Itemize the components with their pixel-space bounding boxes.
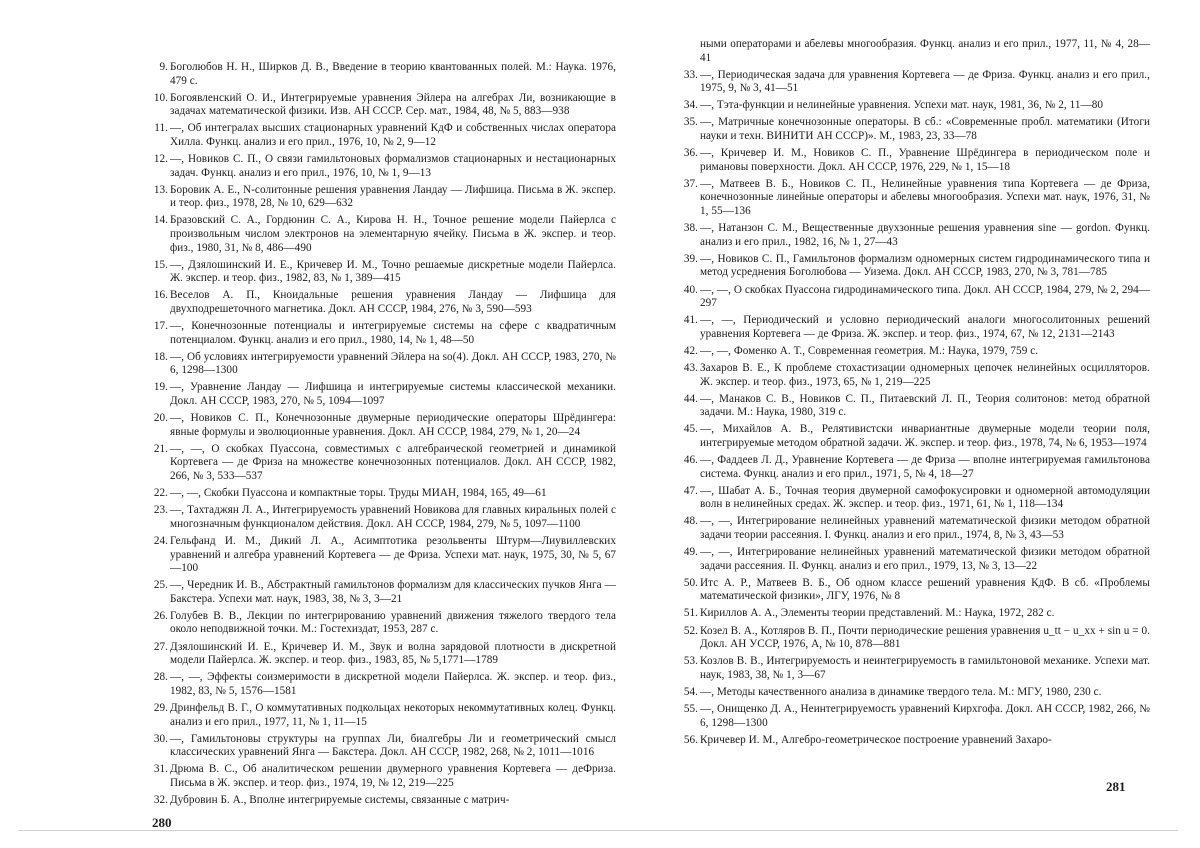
reference-entry — [150, 794, 616, 808]
reference-entry — [150, 504, 616, 531]
reference-entry — [150, 214, 616, 255]
reference-number: 16. — [153, 289, 168, 302]
reference-number: 43. — [683, 361, 698, 374]
reference-text: —, Фаддеев Л. Д., Уравнение Кортевега — де Фриза — вполне интегрируемая гамильтонова система. Функц. анализ и его прил., 1971, 5, № 4, 18—27 — [700, 454, 1150, 480]
reference-text: Боровик А. Е., N-солитонные решения уравнения Ландау — Лифшица. Письма в Ж. экспер. и теор. физ., 1978, 28, № 10, 629—632 — [170, 183, 616, 210]
reference-number: 44. — [683, 392, 698, 405]
reference-text: —, Новиков С. П., Гамильтонов формализм одномерных систем гидродинамического типа и метод усреднения Боголюбова — Уизема. Докл. АН СССР, 1983, 270, № 3, 781—785 — [700, 252, 1150, 279]
reference-text: —, Периодическая задача для уравнения Кортевега — де Фриза. Функц. анализ и его прил., 1975, 9, № 3, 41—51 — [700, 68, 1150, 95]
reference-number: 27. — [153, 640, 168, 653]
reference-entry — [150, 763, 616, 790]
reference-text: —, Михайлов А. В., Релятивистски инвариантные двумерные модели теории поля, интегрируемые методом обратной задачи. Ж. экспер. и теор. физ., 1978, 74, № 6, 1953—1974 — [700, 423, 1150, 449]
reference-text: —, Манаков С. В., Новиков С. П., Питаевский Л. П., Теория солитонов: метод обратной задачи. М.: Наука, 1980, 319 с. — [700, 392, 1150, 419]
reference-number: 54. — [683, 685, 698, 698]
reference-entry — [150, 733, 616, 760]
reference-number: 51. — [683, 607, 698, 620]
reference-number: 55. — [683, 703, 698, 716]
reference-entry — [680, 284, 1150, 311]
reference-entry — [680, 485, 1150, 512]
reference-number: 56. — [683, 733, 698, 746]
reference-number: 20. — [153, 412, 168, 425]
reference-entry — [150, 487, 616, 501]
reference-text: Дзялошинский И. Е., Кричевер И. М., Звук и волна зарядовой плотности в дискретной модели Пайерлса. Ж. экспер. и теор. физ., 1983, 85, № 5,1771—1789 — [170, 640, 616, 667]
reference-entry — [150, 153, 616, 180]
reference-entry — [150, 320, 616, 347]
reference-number: 45. — [683, 423, 698, 436]
reference-text: —, Об условиях интегрируемости уравнений Эйлера на so(4). Докл. АН СССР, 1983, 270, № 6, 1298—1300 — [170, 350, 616, 377]
reference-text: Голубев В. В., Лекции по интегрированию уравнений движения тяжелого твердого тела около неподвижной точки. М.: Гостехиздат, 1953, 287 с. — [170, 609, 616, 636]
reference-text: Дринфельд В. Г., О коммутативных подкольцах некоторых некоммутативных колец. Функц. анализ и его прил., 1977, 11, № 1, 11—15 — [170, 701, 616, 728]
reference-entry — [150, 61, 616, 88]
reference-text: —, Натанзон С. М., Вещественные двухзонные решения уравнения sine — gordon. Функц. анализ и его прил., 1982, 16, № 1, 27—43 — [700, 222, 1150, 248]
reference-entry — [680, 515, 1150, 542]
reference-text: —, Тахтаджян Л. А., Интегрируемость уравнений Новикова для главных киральных полей с многозначным функционалом действия. Докл. АН СССР, 1984, 279, № 5, 1097—1100 — [170, 504, 616, 530]
reference-number: 31. — [153, 763, 168, 776]
scan-edge-line — [18, 830, 1178, 831]
reference-number: 35. — [683, 116, 698, 129]
left-page-number: 280 — [152, 815, 172, 830]
reference-text: —, Матричные конечнозонные операторы. В сб.: «Современные пробл. математики (Итоги науки и техн. ВИНИТИ АН СССР)». М., 1983, 23, 33—78 — [700, 116, 1150, 143]
reference-text: —, Матвеев В. Б., Новиков С. П., Нелинейные уравнения типа Кортевега — де Фриза, конечнозонные линейные операторы и абелевы многообразия. Успехи мат. наук, 1976, 31, № 1, 55—136 — [700, 177, 1150, 218]
reference-number: 25. — [153, 579, 168, 592]
reference-number: 49. — [683, 546, 698, 559]
reference-number: 53. — [683, 655, 698, 668]
reference-entry — [150, 381, 616, 408]
reference-text: —, —, О скобках Пуассона, совместимых с алгебраической геометрией и динамикой Кортевега — де Фриза на множестве конечнозонных потенциалов. Докл. АН СССР, 1982, 266, № 3, 533—537 — [170, 442, 616, 483]
reference-number: 47. — [683, 484, 698, 497]
reference-number: 38. — [683, 222, 698, 235]
reference-entry — [680, 423, 1150, 450]
reference-entry — [680, 116, 1150, 143]
reference-number: 23. — [153, 504, 168, 517]
reference-number: 40. — [683, 283, 698, 296]
reference-number: 18. — [153, 350, 168, 363]
reference-entry — [680, 345, 1150, 359]
reference-text: —, —, Скобки Пуассона и компактные торы. Труды МИАН, 1984, 165, 49—61 — [170, 487, 547, 500]
left-bibliography-column — [150, 61, 616, 811]
reference-number: 48. — [683, 515, 698, 528]
reference-entry — [150, 579, 616, 606]
reference-number: 29. — [153, 701, 168, 714]
reference-text: —, Шабат А. Б., Точная теория двумерной самофокусировки и одномерной автомодуляции волн в нелинейных средах. Ж. экспер. и теор. физ., 1971, 61, № 1, 118—134 — [700, 484, 1150, 511]
reference-entry — [680, 222, 1150, 249]
reference-text: Козлов В. В., Интегрируемость и неинтегрируемость в гамильтоновой механике. Успехи мат. наук, 1983, 38, № 1, 3—67 — [700, 655, 1150, 681]
reference-text: Веселов А. П., Кноидальные решения уравнения Ландау — Лифшица для двухподрешеточного магнетика. Докл. АН СССР, 1984, 276, № 3, 590—593 — [170, 289, 616, 315]
reference-text: Кириллов А. А., Элементы теории представлений. М.: Наука, 1972, 282 с. — [700, 607, 1055, 620]
reference-number: 50. — [683, 576, 698, 589]
reference-text: Дрюма В. С., Об аналитическом решении двумерного уравнения Кортевега — деФриза. Письма в Ж. экспер. и теор. физ., 1974, 19, № 12, 219—225 — [170, 763, 616, 789]
reference-entry — [150, 671, 616, 698]
reference-entry — [680, 314, 1150, 341]
reference-text: Итс А. Р., Матвеев В. Б., Об одном классе решений уравнения КдФ. В сб. «Проблемы математической физики», ЛГУ, 1976, № 8 — [700, 576, 1150, 603]
reference-text: —, Кричевер И. М., Новиков С. П., Уравнение Шрёдингера в периодическом поле и римановы поверхности. Докл. АН СССР, 1976, 229, № 1, 15—18 — [700, 147, 1150, 173]
reference-entry — [680, 607, 1150, 621]
reference-text: Дубровин Б. А., Вполне интегрируемые системы, связанные с матрич- — [170, 794, 510, 806]
reference-number: 33. — [683, 68, 698, 81]
reference-entry — [680, 99, 1150, 113]
reference-entry — [150, 351, 616, 378]
reference-entry — [680, 686, 1150, 700]
right-bibliography-column — [680, 38, 1150, 751]
reference-entry — [150, 535, 616, 576]
reference-entry — [150, 259, 616, 286]
reference-entry — [150, 412, 616, 439]
reference-text: —, Методы качественного анализа в динамике твердого тела. М.: МГУ, 1980, 230 с. — [700, 685, 1102, 698]
reference-number: 39. — [683, 252, 698, 265]
reference-number: 14. — [153, 214, 168, 227]
reference-text: —, Онищенко Д. А., Неинтегрируемость уравнений Кирхгофа. Докл. АН СССР, 1982, 266, № 6, 1298—1300 — [700, 703, 1150, 729]
reference-text: —, —, О скобках Пуассона гидродинамического типа. Докл. АН СССР, 1984, 279, № 2, 294—297 — [700, 283, 1151, 310]
reference-text: Гельфанд И. М., Дикий Л. А., Асимптотика резольвенты Штурм—Лиувиллевских уравнений и алгебра уравнений Кортевега — де Фриза. Успехи мат. наук, 1975, 30, № 5, 67—100 — [170, 534, 616, 575]
reference-text: —, Чередник И. В., Абстрактный гамильтонов формализм для классических пучков Янга — Бакстера. Успехи мат. наук, 1983, 38, № 3, 3—21 — [170, 579, 616, 605]
reference-text: —, —, Фоменко А. Т., Современная геометрия. М.: Наука, 1979, 759 с. — [700, 344, 1039, 357]
reference-text: Кричевер И. М., Алгебро-геометрическое построение уравнений Захаро- — [700, 733, 1052, 746]
reference-entry — [150, 289, 616, 316]
reference-entry — [150, 184, 616, 211]
reference-number: 32. — [153, 794, 168, 806]
reference-entry — [680, 655, 1150, 682]
reference-text: Богоявленский О. И., Интегрируемые уравнения Эйлера на алгебрах Ли, возникающие в задачах математической физики. Изв. АН СССР. Сер. мат., 1984, 48, № 5, 883—938 — [170, 91, 616, 118]
reference-text: —, —, Интегрирование нелинейных уравнений математической физики методом обратной задачи рассеяния. II. Функц. анализ и его прил., 1979, 13, № 3, 13—22 — [700, 546, 1150, 572]
reference-text: —, Гамильтоновы структуры на группах Ли, биалгебры Ли и геометрический смысл классических уравнений Янга — Бакстера. Докл. АН СССР, 1982, 268, № 2, 1011—1016 — [170, 732, 616, 759]
reference-number: 46. — [683, 454, 698, 467]
reference-text: Козел В. А., Котляров В. П., Почти периодические решения уравнения u_tt − u_xx + sin u = 0. Докл. АН УССР, 1976, А, № 10, 878—881 — [700, 624, 1150, 651]
reference-number: 36. — [683, 147, 698, 160]
reference-text: —, Конечнозонные потенциалы и интегрируемые системы на сфере с квадратичным потенциалом. Функц. анализ и его прил., 1980, 14, № 1, 48—50 — [170, 320, 616, 346]
reference-number: 15. — [153, 258, 168, 271]
reference-entry — [150, 92, 616, 119]
reference-number: 19. — [153, 381, 168, 394]
reference-number: 17. — [153, 320, 168, 333]
reference-entry — [680, 546, 1150, 573]
reference-number: 37. — [683, 177, 698, 190]
reference-number: 30. — [153, 732, 168, 745]
reference-entry — [680, 393, 1150, 420]
reference-number: 42. — [683, 344, 698, 357]
reference-text: —, —, Периодический и условно периодический аналоги многосолитонных решений уравнения Кортевега — де Фриза. Ж. экспер. и теор. физ., 1974, 67, № 12, 2131—2143 — [700, 314, 1150, 340]
reference-entry — [680, 69, 1150, 96]
reference-number: 12. — [153, 153, 168, 166]
right-page-number: 281 — [1106, 779, 1126, 794]
reference-entry — [150, 122, 616, 149]
reference-text: —, Об интегралах высших стационарных уравнений КдФ и собственных числах оператора Хилла. Функц. анализ и его прил., 1976, 10, № 2, 9—12 — [170, 122, 616, 148]
reference-number: 21. — [153, 442, 168, 455]
reference-number: 52. — [683, 624, 698, 637]
reference-entry — [680, 703, 1150, 730]
reference-text: —, Дзялошинский И. Е., Кричевер И. М., Точно решаемые дискретные модели Пайерлса. Ж. экспер. и теор. физ., 1982, 83, № 1, 389—415 — [170, 258, 616, 285]
reference-text: —, —, Интегрирование нелинейных уравнений математической физики методом обратной задачи теории рассеяния. I. Функц. анализ и его прил., 1974, 8, № 3, 43—53 — [700, 515, 1150, 541]
reference-entry — [150, 443, 616, 484]
reference-text: —, —, Эффекты соизмеримости в дискретной модели Пайерлса. Ж. экспер. и теор. физ., 1982, 83, № 5, 1576—1581 — [170, 671, 616, 697]
reference-text: —, Тэта-функции и нелинейные уравнения. Успехи мат. наук, 1981, 36, № 2, 11—80 — [700, 99, 1103, 112]
reference-number: 11. — [154, 122, 168, 135]
reference-entry — [150, 702, 616, 729]
reference-entry — [680, 454, 1150, 481]
reference-number: 10. — [153, 91, 168, 104]
reference-text: Боголюбов Н. Н., Ширков Д. В., Введение в теорию квантованных полей. М.: Наука. 1976, 479 с. — [170, 61, 616, 87]
right-page — [620, 0, 1200, 848]
reference-entry — [680, 253, 1150, 280]
reference-text: —, Новиков С. П., Конечнозонные двумерные периодические операторы Шрёдингера: явные формулы и эволюционные уравнения. Докл. АН СССР, 1984, 279, № 1, 20—24 — [170, 412, 616, 438]
reference-text: —, Новиков С. П., О связи гамильтоновых формализмов стационарных и нестационарных задач. Функц. анализ и его прил., 1976, 10, № 1, 9—13 — [170, 153, 616, 179]
reference-number: 13. — [153, 183, 168, 196]
reference-text: Захаров В. Е., К проблеме стохастизации одномерных цепочек нелинейных осцилляторов. Ж. экспер. и теор. физ., 1973, 65, № 1, 219—225 — [700, 361, 1150, 388]
reference-entry — [680, 734, 1150, 748]
reference-number: 22. — [153, 487, 168, 500]
reference-number: 28. — [153, 671, 168, 684]
reference-entry — [680, 178, 1150, 219]
reference-entry — [680, 147, 1150, 174]
reference-number: 24. — [153, 534, 168, 547]
reference-text: —, Уравнение Ландау — Лифшица и интегрируемые системы классической механики. Докл. АН СССР, 1983, 270, № 5, 1094—1097 — [170, 381, 616, 408]
reference-number: 34. — [683, 99, 698, 112]
reference-number: 41. — [683, 314, 698, 327]
reference-text: Бразовский С. А., Гордюнин С. А., Кирова Н. Н., Точное решение модели Пайерлса с произвольным числом электронов на элементарную ячейку. Письма в Ж. экспер. и теор. физ., 1980, 31, № 8, 486—490 — [170, 214, 616, 254]
reference-entry — [150, 610, 616, 637]
reference-number: 9. — [159, 61, 168, 73]
continuation-text: ными операторами и абелевы многообразия. Функц. анализ и его прил., 1977, 11, № 4, 28—41 — [700, 38, 1150, 64]
reference-number: 26. — [153, 609, 168, 622]
reference-entry — [680, 577, 1150, 604]
reference-entry — [150, 641, 616, 668]
reference-entry — [680, 625, 1150, 652]
reference-entry — [680, 362, 1150, 389]
